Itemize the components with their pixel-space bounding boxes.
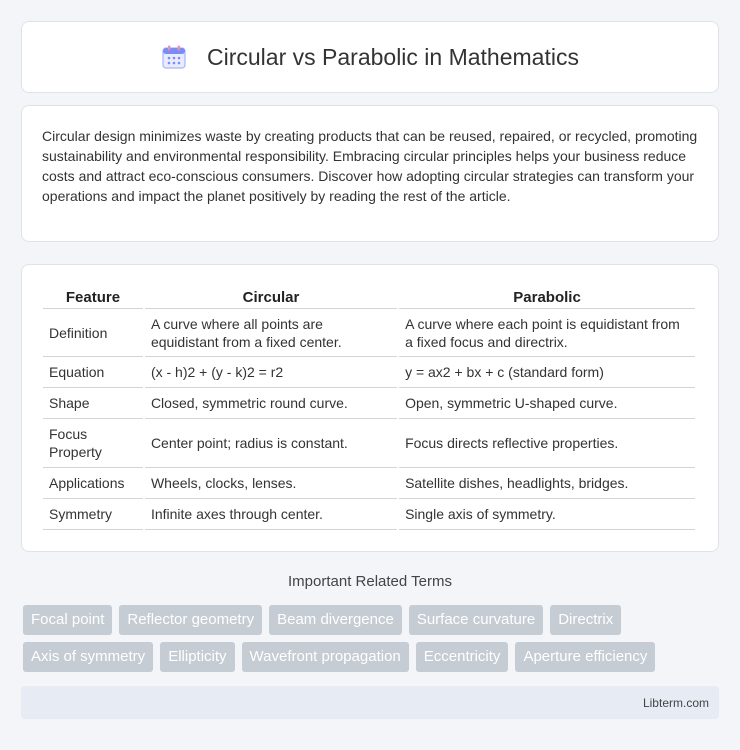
term-tag[interactable]: Wavefront propagation [242, 642, 409, 672]
term-tag[interactable]: Beam divergence [269, 605, 402, 635]
header-card [21, 21, 719, 93]
table-row [43, 468, 695, 499]
table-row [43, 309, 695, 357]
row-circular: Closed, symmetric round curve. [145, 388, 397, 419]
row-parabolic: A curve where each point is equidistant from a fixed focus and directrix. [399, 309, 695, 357]
row-feature: Shape [43, 388, 143, 419]
row-parabolic: Satellite dishes, headlights, bridges. [399, 468, 695, 499]
term-tag[interactable]: Surface curvature [409, 605, 543, 635]
comparison-table [41, 287, 697, 530]
header-circular: Circular [145, 287, 397, 309]
row-circular: Infinite axes through center. [145, 499, 397, 530]
row-parabolic: y = ax2 + bx + c (standard form) [399, 357, 695, 388]
footer-site-link[interactable]: Libterm.com [642, 695, 709, 710]
comparison-card [21, 264, 719, 552]
row-parabolic: Open, symmetric U-shaped curve. [399, 388, 695, 419]
term-tag[interactable]: Focal point [23, 605, 112, 635]
intro-text: Circular design minimizes waste by creating products that can be reused, repaired, or recycled, promoting sustainability and environmental responsibility. Embracing circular principles helps your business reduce costs and attract eco-conscious consumers. Discover how adopting circular strategies can transform your operations and impact the planet positively by reading the rest of the article. [42, 128, 698, 204]
related-terms-list [23, 605, 713, 672]
row-circular: Wheels, clocks, lenses. [145, 468, 397, 499]
term-tag[interactable]: Reflector geometry [119, 605, 262, 635]
row-feature: Focus Property [43, 419, 143, 468]
term-tag[interactable]: Ellipticity [160, 642, 234, 672]
term-tag[interactable]: Eccentricity [416, 642, 509, 672]
header-parabolic: Parabolic [399, 287, 695, 309]
row-circular: Center point; radius is constant. [145, 419, 397, 468]
page-title: Circular vs Parabolic in Mathematics [207, 43, 579, 70]
table-row [43, 357, 695, 388]
term-tag[interactable]: Directrix [550, 605, 621, 635]
row-circular: (x - h)2 + (y - k)2 = r2 [145, 357, 397, 388]
footer [21, 686, 719, 719]
related-terms-title: Important Related Terms [288, 573, 452, 590]
table-row [43, 499, 695, 530]
table-row [43, 419, 695, 468]
row-feature: Applications [43, 468, 143, 499]
row-circular: A curve where all points are equidistant from a fixed center. [145, 309, 397, 357]
table-row [43, 388, 695, 419]
calendar-icon [161, 44, 187, 70]
term-tag[interactable]: Aperture efficiency [515, 642, 655, 672]
row-feature: Symmetry [43, 499, 143, 530]
row-parabolic: Single axis of symmetry. [399, 499, 695, 530]
intro-card [21, 105, 719, 242]
row-feature: Definition [43, 309, 143, 357]
row-feature: Equation [43, 357, 143, 388]
row-parabolic: Focus directs reflective properties. [399, 419, 695, 468]
table-header-row [43, 287, 695, 309]
header-feature: Feature [43, 287, 143, 309]
term-tag[interactable]: Axis of symmetry [23, 642, 153, 672]
